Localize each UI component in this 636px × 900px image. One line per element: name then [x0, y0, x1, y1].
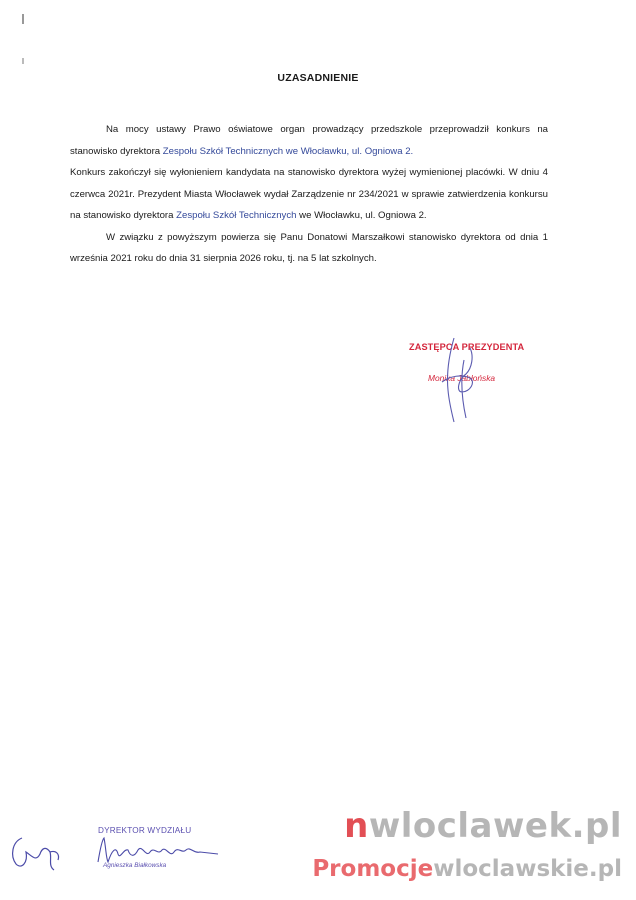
document-title: UZASADNIENIE	[277, 72, 359, 84]
school-name: Zespołu Szkół Technicznych we Włocławku, ul. Ogniowa 2.	[162, 145, 414, 157]
scan-mark	[22, 14, 24, 24]
paragraph-1	[70, 119, 548, 162]
school-name: Zespołu Szkół Technicznych	[176, 210, 297, 221]
signature-stamp-name: Monika Jabłońska	[428, 373, 496, 383]
department-stamp-title: DYREKTOR WYDZIAŁU	[98, 826, 192, 835]
watermark-site-2: wloclawskie.pl	[433, 856, 622, 882]
paragraph-2-end: we Włocławku, ul. Ogniowa 2.	[296, 210, 427, 221]
scan-mark	[22, 58, 24, 64]
signature-stamp-title: ZASTĘPCA PREZYDENTA	[409, 342, 525, 352]
watermark-first-letter: n	[344, 806, 369, 846]
watermark-prefix: Promocje	[312, 856, 434, 882]
paragraph-2	[70, 162, 548, 227]
paragraph-3: W związku z powyższym powierza się Panu Donatowi Marszałkowi stanowisko dyrektora od dnia 1 września 2021 roku do dnia 31 sierpnia 2026 roku, tj. na 5 lat szkolnych.	[70, 231, 548, 264]
paragraph-2-text: Konkurs zakończył się wyłonieniem kandydata na stanowisko dyrektora wyżej wymienionej placówki. W dniu 4 czerwca 2021r. Prezydent Miasta Włocławek wydał Zarządzenie nr 234/2021 w sprawie zatwierdzenia konkursu na stanowisko dyrektora	[70, 167, 548, 221]
watermark-line-1	[344, 806, 622, 846]
watermark-line-2	[312, 856, 622, 882]
initials-signature	[6, 832, 64, 872]
paragraph-1-text: Na mocy ustawy Prawo oświatowe organ prowadzący przedszkole przeprowadził konkurs na stanowisko dyrektora	[70, 124, 548, 157]
department-stamp-name: Agnieszka Białkowska	[103, 862, 167, 869]
watermark-site: wloclawek.pl	[368, 806, 622, 846]
document-body	[70, 119, 548, 270]
handwritten-signature	[430, 330, 490, 425]
